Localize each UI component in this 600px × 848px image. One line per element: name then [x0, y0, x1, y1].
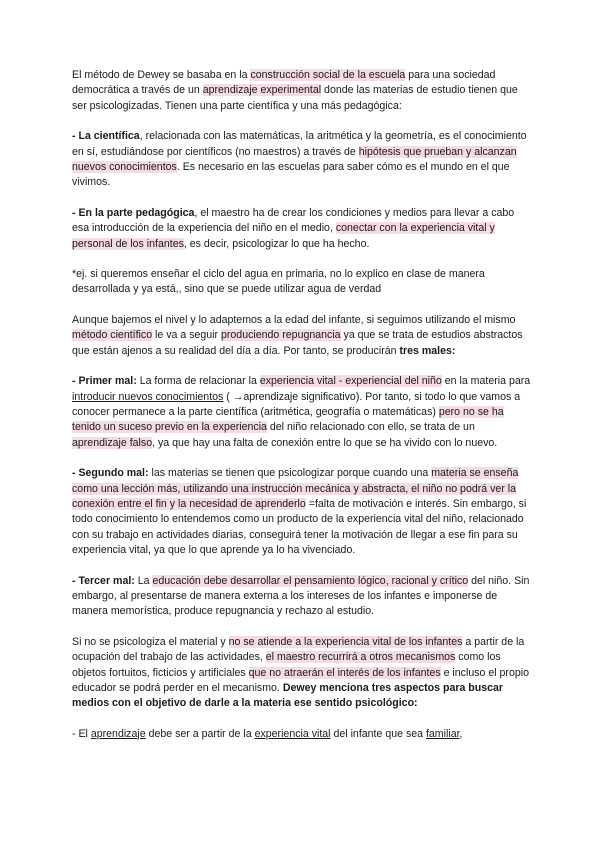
underlined-text: familiar — [425, 727, 460, 740]
bold-text: Dewey menciona tres aspectos para buscar medios con el objetivo de darle a la materia ese sentido psicológico: — [72, 682, 504, 710]
highlight: hipótesis que prueban y alcanzan nuevos conocimientos — [72, 145, 517, 174]
paragraph-pedagogica: - En la parte pedagógica, el maestro ha de crear los condiciones y medios para llevar a cabo esa introducción de la experiencia del niño en el medio, conectar con la experiencia vital y personal de los infantes, es decir, psicologizar lo que ha hecho. — [72, 206, 515, 250]
highlight: conectar con la experiencia vital y personal de los infantes — [72, 222, 495, 250]
bold-heading: - La científica — [72, 130, 140, 143]
highlight: no se atiende a la experiencia vital de los infantes — [228, 635, 463, 648]
paragraph-tres-males: Aunque bajemos el nivel y lo adaptemos a la edad del infante, si seguimos utilizando el mismo método científico le va a seguir produciendo repugnancia ya que se trata de estudios abstractos que están ajenos a su realidad del día a día. Por tanto, se producirán tres males: — [72, 313, 523, 357]
paragraph-primer-mal: - Primer mal: La forma de relacionar la experiencia vital - experiencial del niño en la materia para introducir nuevos conocimientos ( →aprendizaje significativo). Por tanto, si todo lo que vamos a conocer permanece a la parte científica (aritmética, geografía o matemáticas) pero no se ha tenido un suceso previo en la experiencia del niño relacionado con ello, se trata de un aprendizaje falso, ya que hay una falta de conexión entre lo que se ha vivido con lo nuevo. — [72, 375, 531, 449]
highlight: aprendizaje experimental — [202, 84, 322, 97]
highlight: produciendo repugnancia — [221, 329, 341, 342]
highlight: método científico — [72, 329, 153, 342]
highlight: pero no se ha tenido un suceso previo en la experiencia — [72, 405, 504, 434]
highlight: experiencia vital - experiencial del niño — [259, 375, 442, 388]
paragraph-cientifica: - La científica, relacionada con las matemáticas, la aritmética y la geometría, es el conocimiento en sí, estudiándose por científicos (no maestros) a través de hipótesis que prueban y alcanzan nuevos conocimientos. Es necesario en las escuelas para saber cómo es el mundo en el que vivimos. — [72, 130, 527, 189]
highlight: materia se enseña como una lección más, utilizando una instrucción mecánica y abstracta, el niño no podrá ver la conexión entre el fin y la necesidad de aprenderlo — [72, 467, 519, 510]
bold-heading: - Segundo mal: — [72, 467, 149, 480]
paragraph-intro: El método de Dewey se basaba en la construcción social de la escuela para una sociedad democrática a través de un aprendizaje experimental donde las materias de estudio tienen que ser psicologizadas. Tienen una parte científica y una más pedagógica: — [72, 69, 518, 112]
underlined-text: introducir nuevos conocimientos — [72, 390, 224, 403]
paragraph-psicologizar: Si no se psicologiza el material y no se atiende a la experiencia vital de los infantes a partir de la ocupación del trabajo de las actividades, el maestro recurrirá a otros mecanismos como los objetos fortuitos, ficticios y artificiales que no atraerán el interés de los infantes e incluso el propio educador se podrá perder en el mecanismo. Dewey menciona tres aspectos para buscar medios con el objetivo de darle a la materia ese sentido psicológico: — [72, 635, 529, 710]
paragraph-tercer-mal: - Tercer mal: La educación debe desarrollar el pensamiento lógico, racional y crítico del niño. Sin embargo, al presentarse de manera externa a los intereses de los infantes e imponerse de manera memorística, produce repugnancia y rechazo al estudio. — [72, 574, 530, 618]
paragraph-aspecto-1: - El aprendizaje debe ser a partir de la experiencia vital del infante que sea familiar, — [72, 727, 463, 740]
bold-heading: - Tercer mal: — [72, 574, 135, 587]
underlined-text: experiencia vital — [254, 727, 331, 740]
bold-text: tres males: — [399, 344, 456, 357]
highlight: construcción social de la escuela — [250, 69, 406, 81]
paragraph-example: *ej. si queremos enseñar el ciclo del agua en primaria, no lo explico en clase de manera desarrollada y ya está,, sino que se puede utilizar agua de verdad — [72, 268, 485, 296]
highlight: que no atraerán el interés de los infantes — [248, 666, 441, 679]
highlight: educación debe desarrollar el pensamiento lógico, racional y crítico — [152, 574, 469, 587]
underlined-text: aprendizaje — [90, 727, 146, 740]
bold-heading: - Primer mal: — [72, 375, 137, 388]
highlight: aprendizaje falso — [72, 436, 153, 449]
highlight: el maestro recurrirá a otros mecanismos — [265, 651, 456, 664]
bold-heading: - En la parte pedagógica — [72, 206, 195, 219]
paragraph-segundo-mal: - Segundo mal: las materias se tienen que psicologizar porque cuando una materia se enseña como una lección más, utilizando una instrucción mecánica y abstracta, el niño no podrá ver la conexión entre el fin y la necesidad de aprenderlo =falta de motivación e interés. Sin embargo, si todo conocimiento lo entendemos como un producto de la experiencia vital del niño, relacionado con su trabajo en actividades diarias, conseguirá tener la motivación de llegar a ese fin para su experiencia vital, ya que lo que aprende ya lo ha vivenciado. — [72, 467, 527, 557]
